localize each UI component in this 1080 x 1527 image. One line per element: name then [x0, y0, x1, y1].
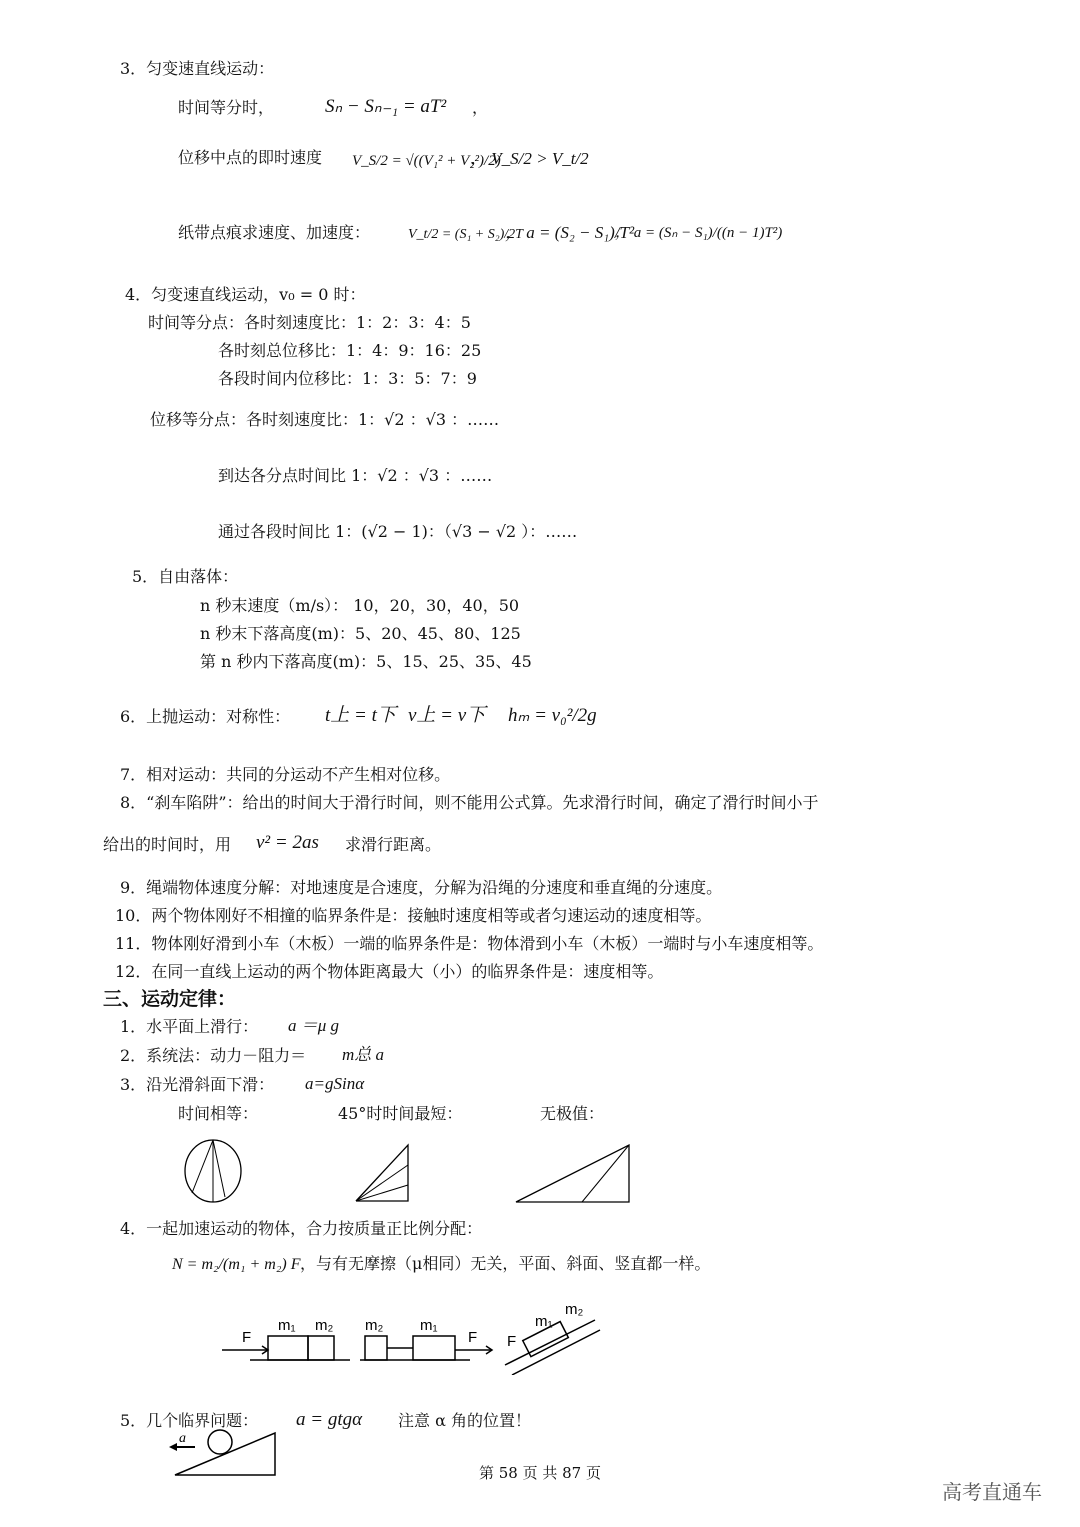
mass-label: m₁ [420, 1317, 438, 1334]
text-line: 时间等分点：各时刻速度比：1：2：3：4：5 [148, 313, 471, 332]
force-label: F [507, 1333, 517, 1350]
comma: ， [472, 98, 489, 117]
formula: a=gSinα [305, 1074, 365, 1093]
force-label: F [242, 1329, 252, 1346]
midpoint-velocity-label: 位移中点的即时速度 [178, 148, 323, 167]
formula-tape-a2: ， a = (Sₙ − S₁)/((n − 1)T²) [615, 225, 783, 241]
caption: 时间相等： [178, 1104, 259, 1123]
formula-sn: Sₙ − Sₙ₋₁ = aT² [325, 96, 447, 117]
mass-label: m₂ [365, 1317, 384, 1334]
formula-t: t上 = t下 [325, 705, 396, 726]
formula-v: v上 = v下 [408, 705, 486, 726]
text-line: 3．沿光滑斜面下滑： [120, 1075, 275, 1094]
acceleration-label: a [179, 1431, 186, 1446]
text-line: 第 n 秒内下落高度(m)：5、15、25、35、45 [200, 652, 532, 671]
formula-midpoint: V_S/2 = √((V₁² + V₂²)/2) [352, 153, 501, 169]
formula-v2: v² = 2as [256, 832, 319, 853]
page-footer: 第 58 页 共 87 页 [478, 1464, 601, 1482]
text-line: 给出的时间时，用 [103, 835, 232, 854]
formula: a ＝μ g [288, 1016, 340, 1035]
caption: 45°时时间最短： [338, 1104, 463, 1123]
triangle-diagram [510, 1140, 635, 1205]
circle-diagram [180, 1135, 250, 1205]
section-12: 12．在同一直线上运动的两个物体距离最大（小）的临界条件是：速度相等。 [115, 962, 664, 981]
text-line: 到达各分点时间比 1：√2 ：√3 ：…… [218, 466, 493, 485]
text-line: n 秒末速度（m/s）： 10，20，30，40，50 [200, 596, 520, 615]
formula-tape-v: V_t/2 = (S₁ + S₂)/2T [408, 227, 523, 242]
text-line: ，与有无摩擦（μ相同）无关，平面、斜面、竖直都一样。 [300, 1254, 711, 1273]
text-line: 位移等分点：各时刻速度比：1：√2 ：√3 ：…… [150, 410, 500, 429]
text-line: 求滑行距离。 [345, 835, 442, 854]
formula: a = gtgα [296, 1409, 363, 1430]
text-line: 各时刻总位移比：1：4：9：16：25 [218, 341, 482, 360]
text-line: n 秒末下落高度(m)：5、20、45、80、125 [200, 624, 521, 643]
section-6: 6．上抛运动：对称性： [120, 707, 291, 726]
force-label: F [468, 1329, 478, 1346]
text-line: 2．系统法：动力－阻力＝ [120, 1046, 307, 1065]
section-11: 11．物体刚好滑到小车（木板）一端的临界条件是：物体滑到小车（木板）一端时与小车速度相等。 [115, 934, 824, 953]
text-line: 各段时间内位移比：1：3：5：7：9 [218, 369, 477, 388]
mass-label: m₂ [565, 1301, 584, 1318]
formula-N: N = m₂/(m₁ + m₂) F [172, 1256, 301, 1273]
formula: m总 a [342, 1045, 385, 1064]
connected-blocks-diagram [220, 1300, 620, 1375]
section-8: 8．“刹车陷阱”：给出的时间大于滑行时间，则不能用公式算。先求滑行时间，确定了滑行时间小于 [120, 793, 819, 812]
mass-label: m₁ [535, 1313, 553, 1330]
section-4-title: 4．匀变速直线运动，v₀ = 0 时： [125, 285, 366, 304]
text-line: 4．一起加速运动的物体，合力按质量正比例分配： [120, 1219, 483, 1238]
tape-label: 纸带点痕求速度、加速度： [178, 223, 371, 242]
section-7: 7．相对运动：共同的分运动不产生相对位移。 [120, 765, 451, 784]
text-line: 注意 α 角的位置！ [398, 1411, 531, 1430]
equal-time-label: 时间等分时， [178, 98, 275, 117]
45-degree-diagram [350, 1135, 415, 1205]
section-3-title: 3．匀变速直线运动： [120, 59, 275, 78]
text-line: 5．几个临界问题： [120, 1411, 259, 1430]
mass-label: m₂ [315, 1317, 334, 1334]
section-10: 10．两个物体刚好不相撞的临界条件是：接触时速度相等或者匀速运动的速度相等。 [115, 906, 712, 925]
part-3-heading: 三、运动定律： [103, 988, 237, 1010]
caption: 无极值： [540, 1104, 605, 1123]
formula-compare: ， V_S/2 > V_t/2 [470, 149, 589, 168]
section-9: 9．绳端物体速度分解：对地速度是合速度，分解为沿绳的分速度和垂直绳的分速度。 [120, 878, 723, 897]
text-line: 通过各段时间比 1：(√2 − 1)：（√3 − √2 ）：…… [218, 522, 578, 541]
text-line: 1．水平面上滑行： [120, 1017, 259, 1036]
watermark: 高考直通车 [942, 1480, 1042, 1504]
mass-label: m₁ [278, 1317, 296, 1334]
section-5-title: 5．自由落体： [132, 567, 239, 586]
formula-tape-a1: ， a = (S₂ − S₁)/T² [505, 223, 635, 242]
formula-hm: hₘ = v₀²/2g [508, 705, 597, 726]
